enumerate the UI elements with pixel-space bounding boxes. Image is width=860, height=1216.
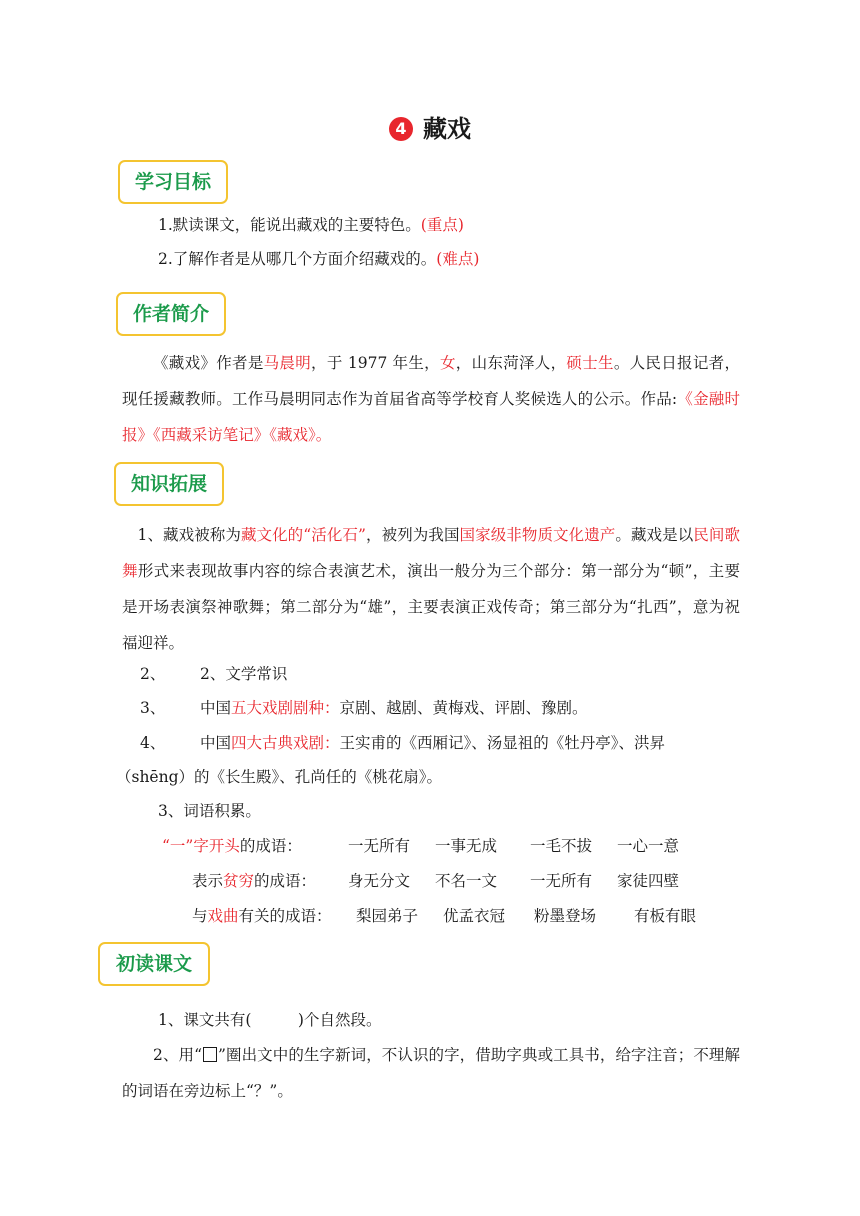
knowledge-3-red: 五大戏剧剧种： [231, 699, 340, 717]
knowledge-item-4-line-2: （shēng）的《长生殿》、孔尚任的《桃花扇》。 [116, 768, 443, 786]
question-2-text-1: 2、用“ [153, 1046, 203, 1064]
goal-2-tag: (难点) [436, 250, 480, 268]
first-read-question-2 [122, 1037, 740, 1109]
knowledge-item-3 [200, 697, 588, 719]
lesson-title [0, 112, 860, 146]
knowledge-4-red: 四大古典戏剧： [231, 734, 340, 752]
knowledge-1-red-2: 国家级非物质文化遗产 [459, 526, 616, 544]
knowledge-1-text-4: 形式来表现故事内容的综合表演艺术，演出一般分为三个部分：第一部分为“顿”，主要是开场表演祭神歌舞；第二部分为“雄”，主要表演正戏传奇；第三部分为“扎西”，意为祝福迎祥。 [122, 562, 740, 652]
section-badge-author: 作者简介 [116, 292, 226, 336]
idiom-label-2-post: 的成语： [254, 872, 317, 890]
knowledge-item-2-number: 2、 [140, 665, 166, 683]
lesson-number-badge: 4 [389, 117, 413, 141]
idiom-label-2 [192, 870, 316, 892]
idiom-word: 一无所有 [348, 837, 411, 855]
knowledge-item-3-number: 3、 [140, 699, 166, 717]
knowledge-3-text-1: 中国 [200, 699, 232, 717]
idiom-word: 家徒四壁 [617, 872, 680, 890]
idiom-label-3-red: 戏曲 [207, 907, 239, 925]
author-name: 马晨明 [263, 354, 312, 372]
question-2-text-2: ”圈出文中的生字新词，不认识的字，借助字典或工具书，给字注音；不理解的词语在旁边标上“？”。 [122, 1046, 740, 1100]
knowledge-1-text-2: ，被列为我国 [365, 526, 460, 544]
vocab-heading: 3、词语积累。 [158, 802, 261, 820]
author-works: 《金融时报》《西藏采访笔记》《藏戏》。 [122, 390, 740, 444]
idiom-label-1 [162, 835, 302, 857]
idiom-label-1-post: 的成语： [239, 837, 302, 855]
goal-1-text: 1.默读课文，能说出藏戏的主要特色。 [158, 216, 421, 234]
knowledge-1-text-1: 1、藏戏被称为 [137, 526, 241, 544]
author-text-3: ，山东菏泽人， [455, 354, 567, 372]
section-badge-knowledge: 知识拓展 [114, 462, 224, 506]
idiom-word: 有板有眼 [634, 907, 697, 925]
knowledge-item-4 [200, 732, 665, 754]
idiom-word: 优孟衣冠 [443, 907, 506, 925]
author-text-4: 。人民日报记者，现任援藏教师。工作马晨明同志作为首届省高等学校育人奖候选人的公示。作品: [122, 354, 740, 408]
idiom-word: 粉墨登场 [534, 907, 597, 925]
section-badge-first-read: 初读课文 [98, 942, 210, 986]
knowledge-1-red-1: 藏文化的“活化石” [240, 526, 366, 544]
idiom-word: 一无所有 [530, 872, 593, 890]
knowledge-item-1 [122, 517, 740, 661]
goal-2-text: 2.了解作者是从哪几个方面介绍藏戏的。 [158, 250, 437, 268]
idiom-label-1-red: “一”字开头 [162, 837, 240, 855]
idiom-label-3-post: 有关的成语： [238, 907, 332, 925]
first-read-question-1: 1、课文共有( )个自然段。 [158, 1011, 382, 1029]
goal-2 [158, 248, 479, 270]
author-paragraph [122, 345, 740, 453]
knowledge-3-text-2: 京剧、越剧、黄梅戏、评剧、豫剧。 [339, 699, 588, 717]
idiom-label-2-pre: 表示 [192, 872, 224, 890]
idiom-word: 不名一文 [435, 872, 498, 890]
goal-1-tag: (重点) [420, 216, 464, 234]
idiom-label-2-red: 贫穷 [223, 872, 255, 890]
idiom-label-3 [192, 905, 332, 927]
knowledge-4-text-1: 中国 [200, 734, 232, 752]
idiom-word: 一毛不拔 [530, 837, 593, 855]
goal-1 [158, 214, 464, 236]
knowledge-4-text-2: 王实甫的《西厢记》、汤显祖的《牡丹亭》、洪昇 [339, 734, 666, 752]
idiom-word: 一事无成 [435, 837, 498, 855]
idiom-word: 梨园弟子 [356, 907, 419, 925]
section-badge-goals: 学习目标 [118, 160, 228, 204]
author-text-1: 《藏戏》作者是 [153, 354, 264, 372]
idiom-word: 身无分文 [348, 872, 411, 890]
knowledge-item-2-text: 2、文学常识 [200, 665, 288, 683]
author-degree: 硕士生 [566, 354, 614, 372]
lesson-title-text: 藏戏 [423, 115, 471, 143]
idiom-label-3-pre: 与 [192, 907, 208, 925]
author-text-2: ，于 1977 年生， [311, 354, 440, 372]
knowledge-1-red-3: 民间歌舞 [122, 526, 740, 580]
author-gender: 女 [439, 354, 456, 372]
knowledge-1-text-3: 。藏戏是以 [615, 526, 694, 544]
knowledge-item-4-number: 4、 [140, 734, 166, 752]
circle-box-icon [203, 1047, 217, 1062]
idiom-word: 一心一意 [617, 837, 680, 855]
